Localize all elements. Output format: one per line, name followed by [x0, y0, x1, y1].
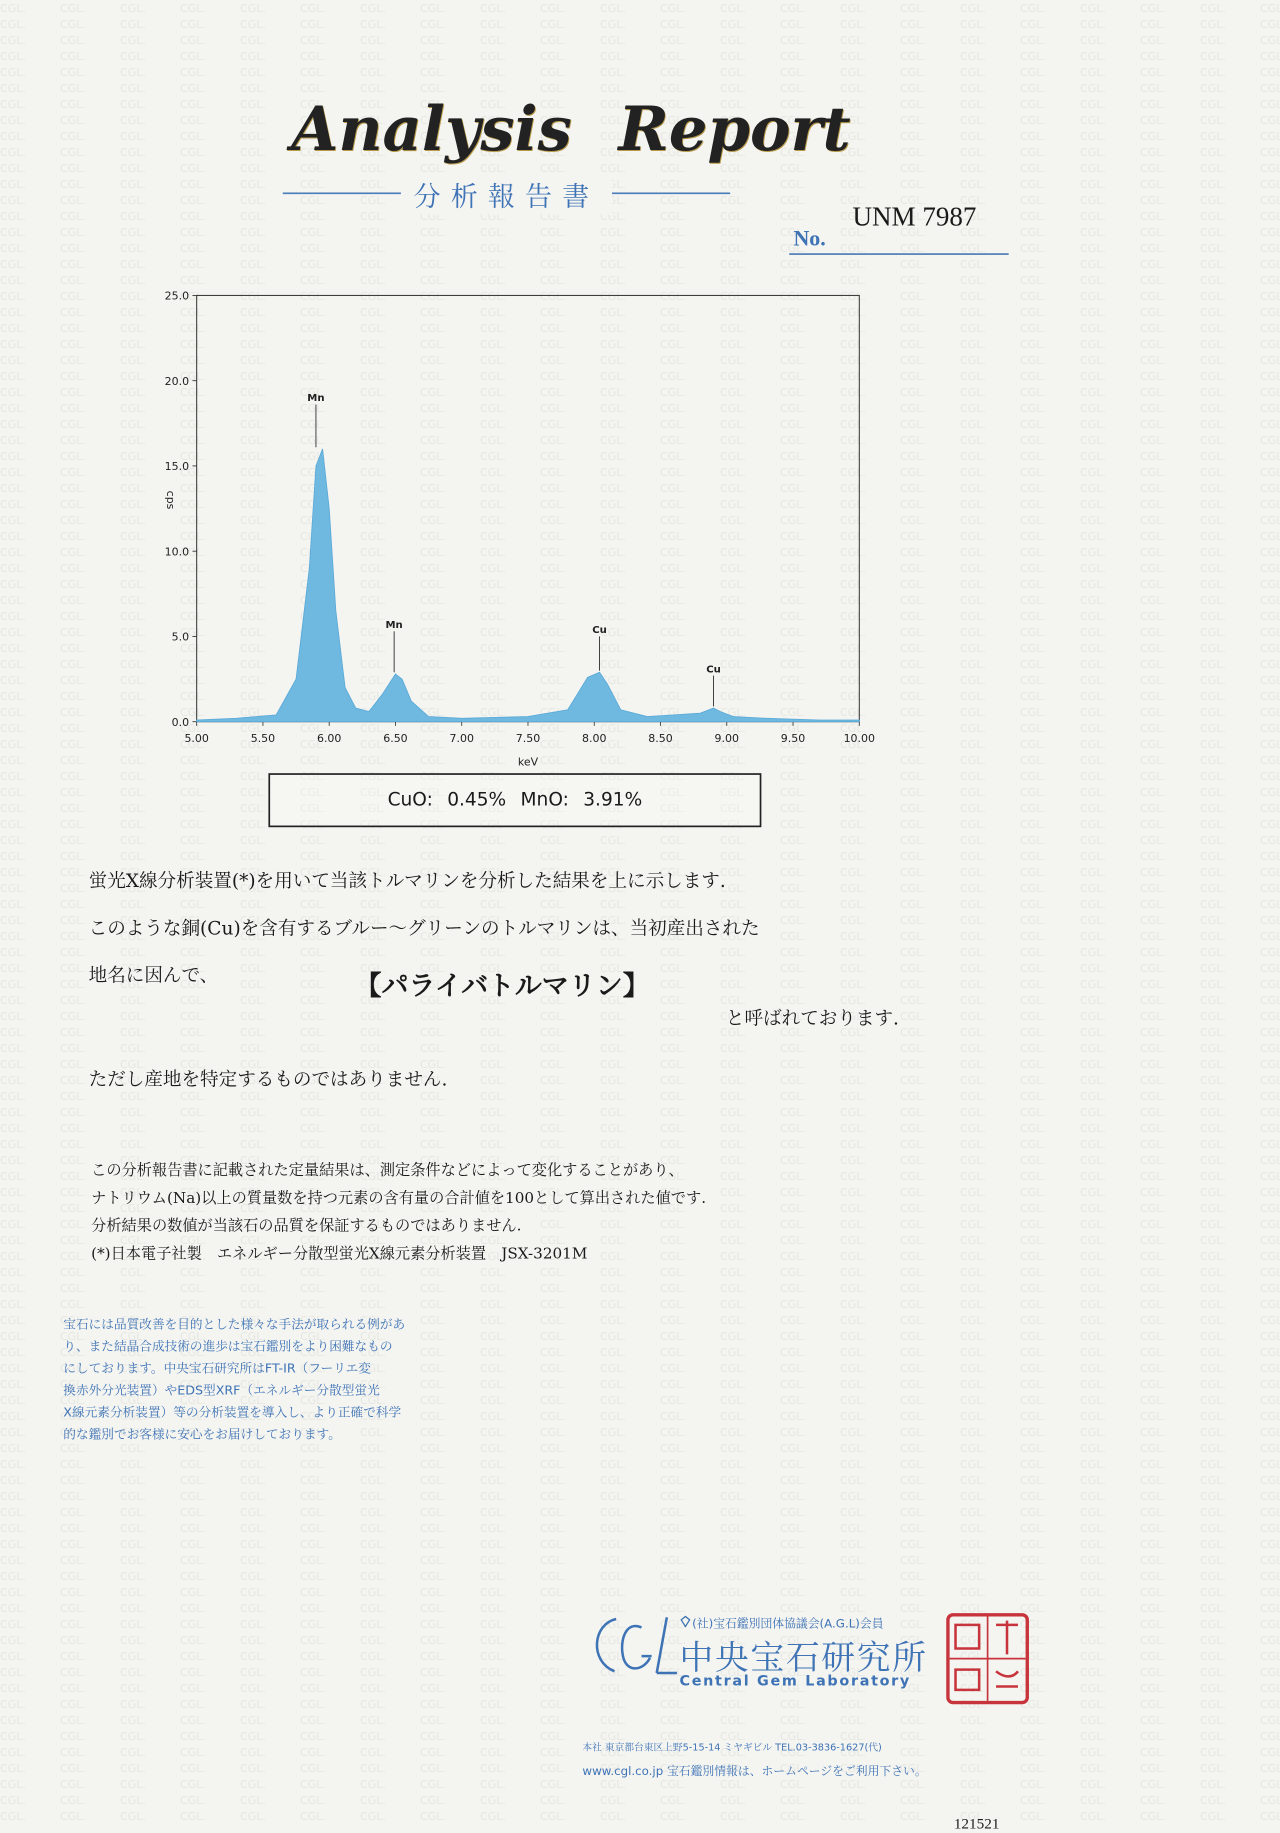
footer-desc-line-4: 換赤外分光装置）やEDS型XRF（エネルギー分散型蛍光 — [63, 1382, 380, 1398]
lab-name-japanese: 中央宝石研究所 — [679, 1638, 928, 1678]
x-tick-label-8: 9.00 — [714, 731, 739, 745]
lab-website: www.cgl.co.jp 宝石鑑別情報は、ホームページをご利用下さい。 — [582, 1765, 927, 1779]
report-title: Analysis Report — [291, 92, 851, 165]
x-tick-label-5: 7.50 — [515, 731, 541, 745]
spectrum-area — [197, 449, 860, 722]
y-tick-label-2: 10.0 — [164, 545, 190, 559]
peak-label-2: Cu — [592, 625, 607, 637]
footer-desc-line-1: 宝石には品質改善を目的とした様々な手法が取られる例があ — [63, 1316, 406, 1332]
subtitle-block — [283, 176, 730, 213]
y-tick-label-0: 0.0 — [171, 715, 190, 729]
subtitle-rule-left — [283, 192, 401, 194]
body-line-3: 地名に因んで、 — [88, 965, 219, 987]
x-tick-label-0: 5.00 — [184, 731, 209, 745]
body-line-4: と呼ばれております. — [725, 1008, 899, 1030]
agl-diamond-icon — [680, 1615, 692, 1627]
y-axis-label: cps — [164, 490, 178, 510]
paraiba-tourmaline-name: 【パライバトルマリン】 — [354, 969, 650, 1002]
body-line-1: 蛍光X線分析装置(*)を用いて当該トルマリンを分析した結果を上に示します. — [88, 871, 726, 893]
note-line-2: ナトリウム(Na)以上の質量数を持つ元素の含有量の合計値を100として算出された値です. — [91, 1189, 707, 1208]
lab-address: 本社 東京都台東区上野5-15-14 ミヤギビル TEL.03-3836-1627(代) — [582, 1741, 882, 1754]
x-tick-label-7: 8.50 — [648, 731, 673, 745]
report-number: UNM 7987 — [852, 200, 977, 232]
plot-frame — [197, 295, 860, 721]
body-line-2: このような銅(Cu)を含有するブルー〜グリーンのトルマリンは、当初産出された — [88, 918, 760, 940]
peak-label-0: Mn — [307, 393, 325, 405]
x-tick-label-3: 6.50 — [383, 731, 408, 745]
footer-desc-line-3: にしております。中央宝石研究所はFT-IR（フーリエ変 — [63, 1360, 371, 1376]
x-tick-label-2: 6.00 — [316, 731, 342, 745]
y-tick-label-5: 25.0 — [164, 289, 190, 303]
x-tick-label-9: 9.50 — [780, 731, 806, 745]
note-line-4: (*)日本電子社製 エネルギー分散型蛍光X線元素分析装置 JSX-3201M — [91, 1245, 588, 1263]
red-seal-stamp — [945, 1612, 1029, 1705]
peak-label-3: Cu — [706, 664, 721, 676]
x-axis-label: keV — [517, 755, 539, 769]
x-tick-label-10: 10.00 — [843, 731, 875, 745]
note-line-1: この分析報告書に記載された定量結果は、測定条件などによって変化することがあり、 — [91, 1161, 684, 1180]
result-box: CuO: 0.45% MnO: 3.91% — [268, 773, 761, 827]
peak-label-1: Mn — [385, 619, 403, 631]
subtitle-rule-right — [612, 192, 730, 194]
footer-desc-line-6: 的な鑑別でお客様に安心をお届けしております。 — [63, 1426, 341, 1442]
x-tick-label-6: 8.00 — [582, 731, 607, 745]
y-tick-label-1: 5.0 — [171, 630, 190, 644]
cgl-logo-icon — [582, 1612, 679, 1680]
xrf-spectrum-chart — [143, 279, 877, 777]
number-label: No. — [793, 226, 826, 251]
footer-desc-line-2: り、また結晶合成技術の進歩は宝石鑑別をより困難なもの — [63, 1338, 393, 1354]
x-tick-label-4: 7.00 — [449, 731, 474, 745]
y-tick-label-4: 20.0 — [164, 374, 190, 388]
footer-desc-line-5: X線元素分析装置）等の分析装置を導入し、より正確で科学 — [63, 1404, 402, 1420]
body-line-5: ただし産地を特定するものではありません. — [88, 1069, 448, 1091]
report-subtitle: 分析報告書 — [401, 176, 612, 215]
agl-membership: (社)宝石鑑別団体協議会(A.G.L)会員 — [692, 1617, 884, 1631]
note-line-3: 分析結果の数値が当該石の品質を保証するものではありません. — [91, 1217, 522, 1235]
number-underline — [789, 253, 1008, 255]
x-tick-label-1: 5.50 — [250, 731, 276, 745]
serial-number: 121521 — [953, 1814, 1000, 1832]
y-tick-label-3: 15.0 — [164, 460, 190, 474]
lab-name-english: Central Gem Laboratory — [679, 1673, 911, 1690]
